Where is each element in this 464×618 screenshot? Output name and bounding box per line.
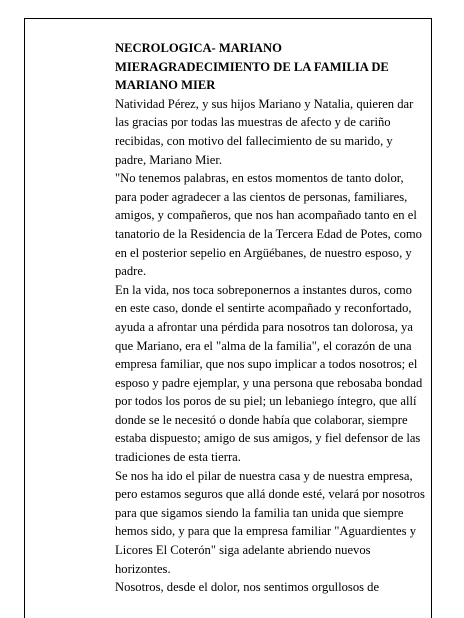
paragraph-5: Nosotros, desde el dolor, nos sentimos orgullosos de <box>115 580 380 595</box>
paragraph-1: Natividad Pérez, y sus hijos Mariano y Natalia, quieren dar las gracias por todas las muestras de afecto y de cariño recibidas, con motivo del fallecimiento de su marido, y padre, Mariano Mier. <box>115 96 414 167</box>
paragraph-3: En la vida, nos toca sobreponernos a instantes duros, como en este caso, donde el sentirte acompañado y reconfortado, ayuda a afrontar una pérdida para nosotros tan dolorosa, ya que Mariano, era el "alma de la familia", el corazón de una empresa familiar, que nos supo implicar a todos nosotros; el esposo y padre ejemplar, y una persona que rebosaba bondad por todos los poros de su piel; un lebaniego íntegro, que allí donde se le necesitó o donde había que colaborar, siempre estaba dispuesto; amigo de sus amigos, y fiel defensor de las tradiciones de esta tierra. <box>115 282 423 465</box>
obituary-article <box>115 39 425 597</box>
article-title-line-2: MIERAGRADECIMIENTO DE LA FAMILIA DE MARIANO MIER <box>115 59 389 93</box>
paragraph-2: "No tenemos palabras, en estos momentos de tanto dolor, para poder agradecer a las cientos de personas, familiares, amigos, y compañeros, que nos han acompañado tanto en el tanatorio de la Residencia de la Tercera Edad de Potes, como en el posterior sepelio en Argüébanes, de nuestro esposo, y padre. <box>115 171 422 279</box>
paragraph-4: Se nos ha ido el pilar de nuestra casa y de nuestra empresa, pero estamos seguros que allá donde esté, velará por nosotros para que sigamos siendo la familia tan unida que siempre hemos sido, y para que la empresa familiar "Aguardientes y Licores El Coterón" siga adelante abriendo nuevos horizontes. <box>115 468 425 576</box>
article-title-line-1: NECROLOGICA- MARIANO <box>115 41 282 55</box>
